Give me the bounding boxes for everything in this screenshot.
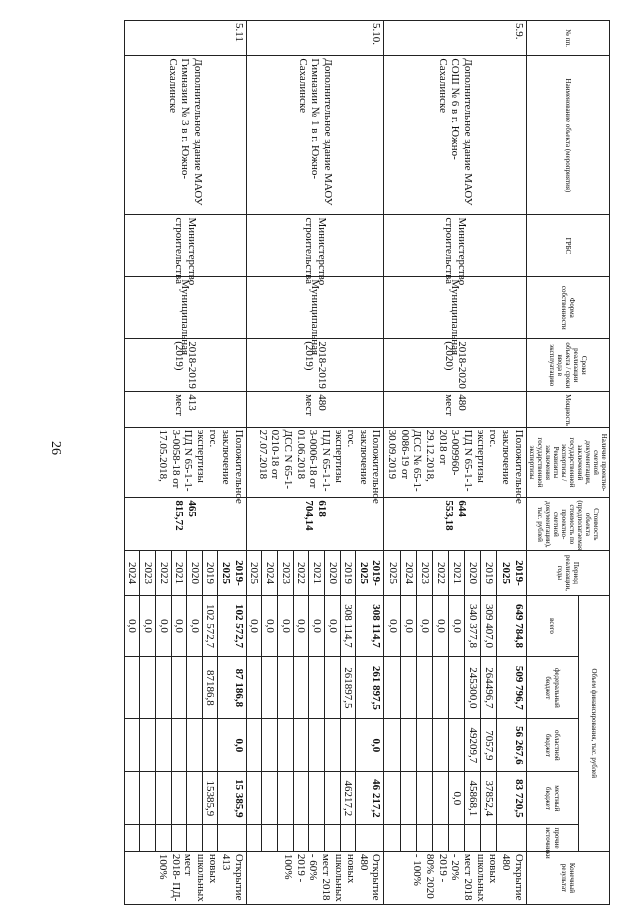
cell-total: 0,0 bbox=[155, 595, 171, 657]
cell-regional bbox=[384, 719, 400, 772]
cell-deadline: 2018-2020 (2020) bbox=[384, 339, 526, 392]
cell-federal bbox=[449, 657, 465, 719]
cell-total: 102 572,7 bbox=[202, 595, 218, 657]
cell-cost: 618 704,14 bbox=[246, 498, 384, 551]
header-deadline: Сроки реализации объекта / сроки ввода в эксплуатацию bbox=[526, 339, 609, 392]
cell-other bbox=[465, 825, 481, 852]
cell-other bbox=[432, 825, 448, 852]
header-row bbox=[579, 21, 610, 905]
header-other: прочие источники bbox=[526, 825, 579, 852]
cell-other bbox=[187, 825, 203, 852]
header-funding: Объем финансирования, тыс. рублей bbox=[579, 595, 610, 851]
cell-period: 2023 bbox=[140, 551, 156, 595]
cell-regional bbox=[140, 719, 156, 772]
cell-period: 2023 bbox=[278, 551, 294, 595]
cell-total: 102 572,7 bbox=[218, 595, 246, 657]
cell-local bbox=[187, 772, 203, 825]
cell-period: 2023 bbox=[416, 551, 432, 595]
cell-regional: 7057,9 bbox=[481, 719, 497, 772]
table-row bbox=[356, 21, 384, 905]
cell-expertise: Положительное заключение гос. экспертизы ПД N 65-1-1-3-0058-18 от 17.05.2018, bbox=[124, 427, 246, 498]
header-cost: Стоимость объекта (предполагаемая стоимость по проектно-сметной документации), тыс. рублей bbox=[526, 498, 609, 551]
cell-regional bbox=[187, 719, 203, 772]
cell-federal bbox=[140, 657, 156, 719]
cell-regional: 0,0 bbox=[218, 719, 246, 772]
cell-other bbox=[218, 825, 246, 852]
header-total: всего bbox=[526, 595, 579, 657]
cell-federal bbox=[278, 657, 294, 719]
cell-regional: 49209,7 bbox=[465, 719, 481, 772]
cell-local: 15385,9 bbox=[202, 772, 218, 825]
cell-total: 309 407,0 bbox=[481, 595, 497, 657]
cell-period: 2019 bbox=[340, 551, 356, 595]
cell-other bbox=[140, 825, 156, 852]
cell-total: 0,0 bbox=[432, 595, 448, 657]
cell-capacity: 480 мест bbox=[246, 392, 384, 427]
cell-regional bbox=[432, 719, 448, 772]
cell-cost: 644 553,18 bbox=[384, 498, 526, 551]
cell-local bbox=[155, 772, 171, 825]
cell-other bbox=[384, 825, 400, 852]
header-regional: областной бюджет bbox=[526, 719, 579, 772]
cell-regional bbox=[171, 719, 187, 772]
cell-total: 0,0 bbox=[262, 595, 278, 657]
cell-period: 2021 bbox=[309, 551, 325, 595]
cell-total: 649 784,8 bbox=[497, 595, 526, 657]
cell-federal: 261 897,5 bbox=[356, 657, 384, 719]
cell-other bbox=[400, 825, 416, 852]
cell-period: 2022 bbox=[432, 551, 448, 595]
header-grbs: ГРБС bbox=[526, 215, 609, 277]
cell-other bbox=[497, 825, 526, 852]
cell-regional bbox=[246, 719, 262, 772]
cell-result: Открытие 480 новых школьных мест 2018 - 60% 2019 - 100% bbox=[246, 851, 384, 904]
header-num: № пп. bbox=[526, 21, 609, 56]
cell-local bbox=[262, 772, 278, 825]
funding-table bbox=[124, 20, 610, 905]
cell-local: 46217,2 bbox=[340, 772, 356, 825]
cell-federal bbox=[155, 657, 171, 719]
cell-other bbox=[262, 825, 278, 852]
cell-regional bbox=[202, 719, 218, 772]
cell-local bbox=[400, 772, 416, 825]
cell-regional bbox=[340, 719, 356, 772]
cell-total: 0,0 bbox=[384, 595, 400, 657]
cell-other bbox=[278, 825, 294, 852]
cell-federal bbox=[309, 657, 325, 719]
header-capacity: Мощность bbox=[526, 392, 609, 427]
cell-other bbox=[246, 825, 262, 852]
cell-federal bbox=[384, 657, 400, 719]
cell-federal bbox=[416, 657, 432, 719]
cell-period: 2020 bbox=[324, 551, 340, 595]
rotated-table-page bbox=[126, 20, 610, 905]
cell-total: 0,0 bbox=[246, 595, 262, 657]
cell-other bbox=[293, 825, 309, 852]
cell-name: Дополнительное здание МАОУ СОШ № 6 в г. Южно-Сахалинске bbox=[384, 56, 526, 215]
cell-local: 0,0 bbox=[449, 772, 465, 825]
cell-regional bbox=[124, 719, 140, 772]
cell-total: 0,0 bbox=[309, 595, 325, 657]
cell-period: 2025 bbox=[246, 551, 262, 595]
cell-federal: 245300,0 bbox=[465, 657, 481, 719]
table-row bbox=[497, 21, 526, 905]
cell-other bbox=[309, 825, 325, 852]
cell-regional bbox=[309, 719, 325, 772]
cell-federal: 87 186,8 bbox=[218, 657, 246, 719]
cell-period: 2024 bbox=[262, 551, 278, 595]
cell-local: 83 720,5 bbox=[497, 772, 526, 825]
cell-federal bbox=[432, 657, 448, 719]
cell-regional bbox=[449, 719, 465, 772]
page-number: 26 bbox=[48, 441, 63, 455]
cell-expertise: Положительное заключение гос. экспертизы ПД N 65-1-1-3-009960-2018 от 29.12.2018, ДСС № 65-1-0086-19 от 30.09.2019 bbox=[384, 427, 526, 498]
cell-total: 0,0 bbox=[171, 595, 187, 657]
cell-result: Открытие 413 новых школьных мест 2018- ПД- 100% bbox=[124, 851, 246, 904]
cell-federal bbox=[171, 657, 187, 719]
cell-period: 2020 bbox=[465, 551, 481, 595]
header-local: местный бюджет bbox=[526, 772, 579, 825]
cell-local bbox=[140, 772, 156, 825]
cell-regional bbox=[324, 719, 340, 772]
cell-period: 2024 bbox=[124, 551, 140, 595]
cell-total: 0,0 bbox=[124, 595, 140, 657]
header-ownership: Форма собственности bbox=[526, 277, 609, 339]
cell-ownership: Муниципальная bbox=[246, 277, 384, 339]
cell-local bbox=[309, 772, 325, 825]
cell-total: 0,0 bbox=[187, 595, 203, 657]
cell-regional bbox=[155, 719, 171, 772]
cell-num: 5.11 bbox=[124, 21, 246, 56]
cell-total: 0,0 bbox=[400, 595, 416, 657]
cell-federal bbox=[187, 657, 203, 719]
cell-federal: 509 796,7 bbox=[497, 657, 526, 719]
cell-name: Дополнительное здание МАОУ Гимназии № 3 в г. Южно-Сахалинске bbox=[124, 56, 246, 215]
cell-other bbox=[202, 825, 218, 852]
cell-capacity: 480 мест bbox=[384, 392, 526, 427]
cell-federal bbox=[262, 657, 278, 719]
cell-local: 37852,4 bbox=[481, 772, 497, 825]
cell-regional bbox=[278, 719, 294, 772]
cell-num: 5.9. bbox=[384, 21, 526, 56]
cell-other bbox=[449, 825, 465, 852]
cell-other bbox=[124, 825, 140, 852]
table-body bbox=[124, 21, 526, 905]
cell-ownership: Муниципальная bbox=[124, 277, 246, 339]
cell-total: 0,0 bbox=[278, 595, 294, 657]
cell-local bbox=[432, 772, 448, 825]
cell-period: 2021 bbox=[449, 551, 465, 595]
cell-federal bbox=[124, 657, 140, 719]
cell-total: 308 114,7 bbox=[340, 595, 356, 657]
cell-other bbox=[356, 825, 384, 852]
cell-federal bbox=[400, 657, 416, 719]
cell-capacity: 413 мест bbox=[124, 392, 246, 427]
cell-total: 0,0 bbox=[324, 595, 340, 657]
cell-other bbox=[171, 825, 187, 852]
header-expertise: Наличие проектно-сметной документации, заключений государственной экспертизы / Реквизиты заключения государственной экспертизы bbox=[526, 427, 609, 498]
cell-total: 0,0 bbox=[449, 595, 465, 657]
cell-period: 2020 bbox=[187, 551, 203, 595]
cell-regional: 0,0 bbox=[356, 719, 384, 772]
cell-period: 2021 bbox=[171, 551, 187, 595]
cell-other bbox=[416, 825, 432, 852]
cell-local: 46 217,2 bbox=[356, 772, 384, 825]
cell-cost: 465 815,72 bbox=[124, 498, 246, 551]
cell-total: 340 377,8 bbox=[465, 595, 481, 657]
header-period: Период реализации, годы bbox=[526, 551, 609, 595]
cell-regional bbox=[293, 719, 309, 772]
cell-ownership: Муниципальная bbox=[384, 277, 526, 339]
cell-regional bbox=[400, 719, 416, 772]
cell-local bbox=[293, 772, 309, 825]
cell-local bbox=[384, 772, 400, 825]
cell-name: Дополнительное здание МАОУ Гимназии № 1 в г. Южно-Сахалинске bbox=[246, 56, 384, 215]
cell-local bbox=[278, 772, 294, 825]
cell-total: 0,0 bbox=[416, 595, 432, 657]
table-row bbox=[218, 21, 246, 905]
cell-period: 2019 bbox=[481, 551, 497, 595]
cell-period: 2019-2025 bbox=[356, 551, 384, 595]
cell-local: 45868,1 bbox=[465, 772, 481, 825]
cell-other bbox=[155, 825, 171, 852]
cell-total: 308 114,7 bbox=[356, 595, 384, 657]
cell-local bbox=[124, 772, 140, 825]
cell-expertise: Положительное заключение гос. экспертизы ПД N 65-1-1-3-0006-18 от 01.06.2018 ДСС N 65-1-0210-18 от 27.07.2018 bbox=[246, 427, 384, 498]
cell-local bbox=[324, 772, 340, 825]
cell-other bbox=[340, 825, 356, 852]
cell-local bbox=[171, 772, 187, 825]
cell-other bbox=[324, 825, 340, 852]
cell-federal: 261897,5 bbox=[340, 657, 356, 719]
cell-regional: 56 267,6 bbox=[497, 719, 526, 772]
cell-period: 2024 bbox=[400, 551, 416, 595]
cell-regional bbox=[416, 719, 432, 772]
cell-period: 2025 bbox=[384, 551, 400, 595]
cell-local bbox=[416, 772, 432, 825]
cell-federal bbox=[246, 657, 262, 719]
cell-federal bbox=[324, 657, 340, 719]
cell-period: 2019 bbox=[202, 551, 218, 595]
cell-federal: 87186,8 bbox=[202, 657, 218, 719]
cell-period: 2022 bbox=[293, 551, 309, 595]
cell-local: 15 385,9 bbox=[218, 772, 246, 825]
cell-result: Открытие 480 новых школьных мест 2018 - 20% 2019 - 80% 2020 - 100% bbox=[384, 851, 526, 904]
header-federal: федеральный бюджет bbox=[526, 657, 579, 719]
cell-grbs: Министерство строительства bbox=[246, 215, 384, 277]
header-name: Наименование объекта (мероприятия) bbox=[526, 56, 609, 215]
cell-period: 2022 bbox=[155, 551, 171, 595]
cell-federal: 264496,7 bbox=[481, 657, 497, 719]
cell-num: 5.10. bbox=[246, 21, 384, 56]
cell-regional bbox=[262, 719, 278, 772]
cell-other bbox=[481, 825, 497, 852]
cell-deadline: 2018-2019 (2019) bbox=[246, 339, 384, 392]
cell-total: 0,0 bbox=[140, 595, 156, 657]
cell-grbs: Министерство строительства bbox=[384, 215, 526, 277]
cell-period: 2019-2025 bbox=[497, 551, 526, 595]
cell-federal bbox=[293, 657, 309, 719]
cell-period: 2019-2025 bbox=[218, 551, 246, 595]
cell-local bbox=[246, 772, 262, 825]
cell-total: 0,0 bbox=[293, 595, 309, 657]
header-result: Конечный результат bbox=[526, 851, 609, 904]
cell-grbs: Министерство строительства bbox=[124, 215, 246, 277]
cell-deadline: 2018-2019 (2019) bbox=[124, 339, 246, 392]
